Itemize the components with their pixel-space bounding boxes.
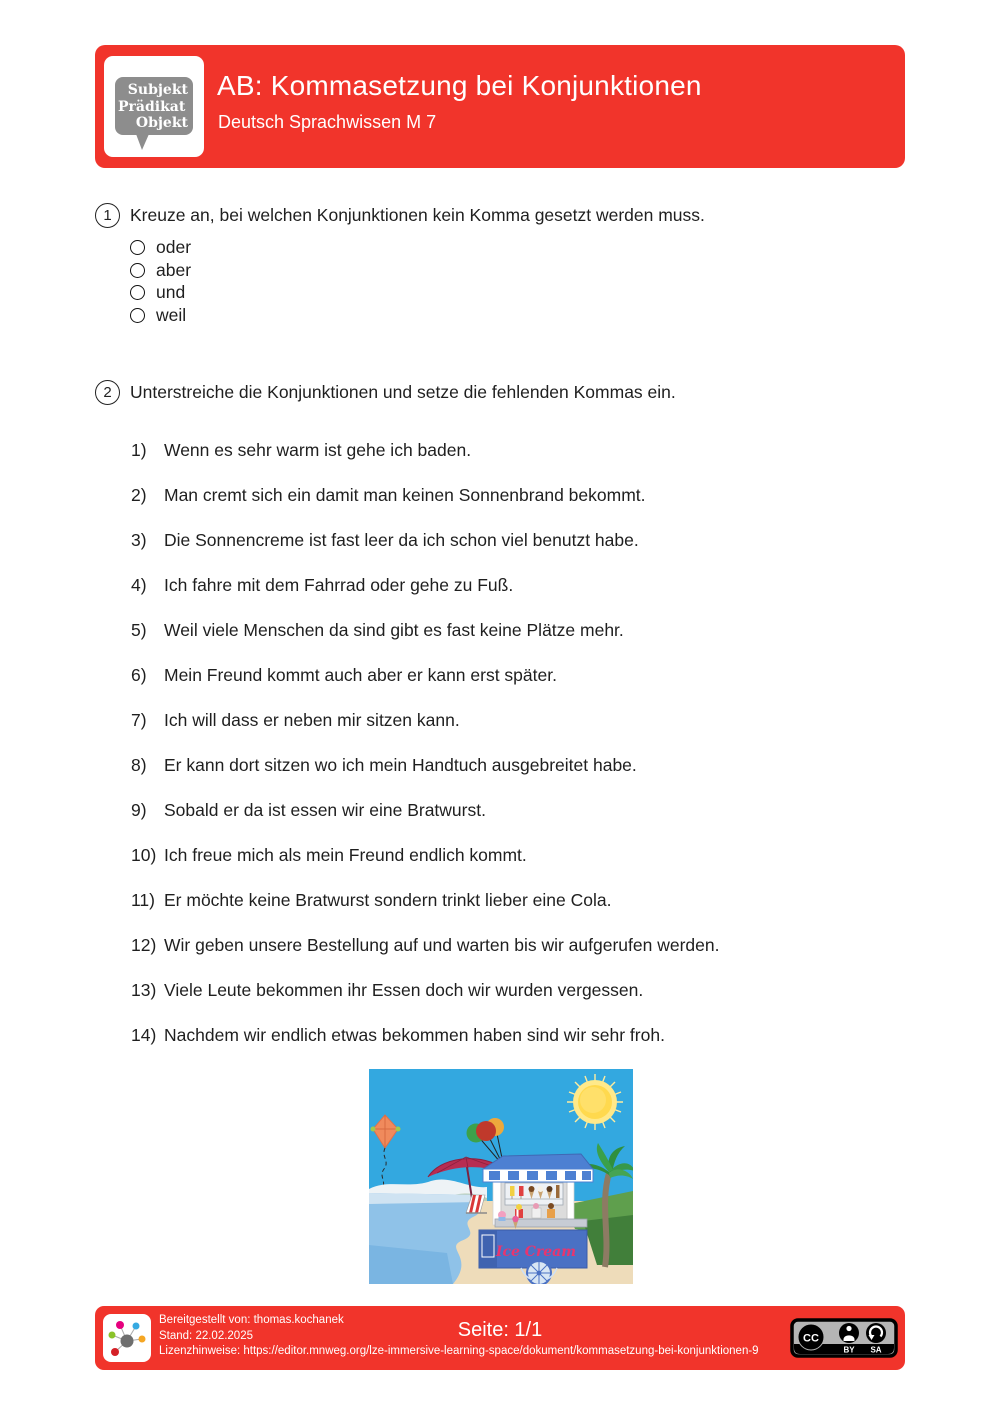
option-label: aber	[156, 259, 192, 280]
list-item	[131, 485, 851, 530]
option-label: und	[156, 282, 186, 303]
list-item	[131, 575, 851, 620]
item-text: Mein Freund kommt auch aber er kann erst später.	[164, 665, 557, 685]
list-item	[131, 620, 851, 665]
page-title: AB: Kommasetzung bei Konjunktionen	[217, 70, 702, 101]
page-indicator: Seite: 1/1	[457, 1319, 543, 1341]
list-item	[131, 530, 851, 575]
item-number: 9)	[131, 800, 147, 820]
item-text: Ich freue mich als mein Freund endlich kommt.	[164, 845, 527, 865]
logo-line: Prädikat	[118, 98, 186, 115]
list-item	[131, 1025, 851, 1070]
page-subtitle: Deutsch Sprachwissen M 7	[218, 112, 437, 132]
sa-arrow-icon	[866, 1323, 886, 1343]
item-number: 4)	[131, 575, 147, 595]
radio-circle-icon[interactable]	[130, 263, 145, 278]
option-row	[130, 236, 191, 259]
task2-prompt: Unterstreiche die Konjunktionen und setze die fehlenden Kommas ein.	[130, 382, 676, 402]
item-number: 1)	[131, 440, 147, 460]
item-text: Die Sonnencreme ist fast leer da ich schon viel benutzt habe.	[164, 530, 639, 550]
speech-bubble-icon	[115, 77, 193, 135]
by-label: BY	[843, 1345, 855, 1355]
item-text: Er kann dort sitzen wo ich mein Handtuch ausgebreitet habe.	[164, 755, 637, 775]
item-number: 5)	[131, 620, 147, 640]
item-text: Weil viele Menschen da sind gibt es fast keine Plätze mehr.	[164, 620, 624, 640]
ice-cream-sign: Ice Cream	[495, 1244, 577, 1260]
item-number: 10)	[131, 845, 157, 865]
item-text: Wir geben unsere Bestellung auf und warten bis wir aufgerufen werden.	[164, 935, 720, 955]
task1-number-badge: 1	[95, 203, 120, 228]
by-person-icon	[839, 1323, 859, 1343]
item-number: 8)	[131, 755, 147, 775]
option-label: weil	[156, 304, 187, 325]
radio-circle-icon[interactable]	[130, 240, 145, 255]
list-item	[131, 980, 851, 1025]
sun-icon	[567, 1074, 623, 1130]
item-number: 12)	[131, 935, 157, 955]
item-text: Viele Leute bekommen ihr Essen doch wir wurden vergessen.	[164, 980, 644, 1000]
radio-circle-icon[interactable]	[130, 285, 145, 300]
sa-label: SA	[870, 1345, 882, 1355]
item-number: 6)	[131, 665, 147, 685]
item-number: 13)	[131, 980, 157, 1000]
item-number: 11)	[131, 890, 155, 910]
spo-logo	[104, 56, 204, 157]
item-text: Man cremt sich ein damit man keinen Sonnenbrand bekommt.	[164, 485, 646, 505]
item-text: Ich fahre mit dem Fahrrad oder gehe zu Fuß.	[164, 575, 514, 595]
speech-bubble-tail	[136, 134, 149, 150]
provided-by-text: Bereitgestellt von: thomas.kochanek	[159, 1314, 344, 1326]
beach-illustration	[369, 1069, 633, 1284]
footer-bar	[95, 1306, 905, 1370]
logo-line: Objekt	[135, 115, 188, 132]
sentence-list	[131, 440, 851, 1070]
license-text: Lizenzhinweise: https://editor.mnweg.org/lze-immersive-learning-space/dokument/kommasetzung-bei-konjunktionen-9	[159, 1345, 759, 1357]
cc-icon: CC	[803, 1332, 819, 1345]
task1-prompt: Kreuze an, bei welchen Konjunktionen kein Komma gesetzt werden muss.	[130, 205, 705, 225]
ice-cream-stand	[479, 1154, 593, 1284]
option-row	[130, 281, 191, 304]
item-text: Nachdem wir endlich etwas bekommen haben sind wir sehr froh.	[164, 1025, 665, 1045]
list-item	[131, 710, 851, 755]
list-item	[131, 440, 851, 485]
task1-options	[130, 236, 191, 327]
radio-circle-icon[interactable]	[130, 308, 145, 323]
date-text: Stand: 22.02.2025	[159, 1329, 253, 1342]
item-number: 14)	[131, 1025, 157, 1045]
awning	[483, 1154, 593, 1182]
list-item	[131, 935, 851, 980]
list-item	[131, 755, 851, 800]
item-text: Wenn es sehr warm ist gehe ich baden.	[164, 440, 472, 460]
list-item	[131, 845, 851, 890]
option-label: oder	[156, 236, 192, 257]
item-text: Ich will dass er neben mir sitzen kann.	[164, 710, 460, 730]
item-text: Er möchte keine Bratwurst sondern trinkt lieber eine Cola.	[164, 890, 612, 910]
item-text: Sobald er da ist essen wir eine Bratwurst.	[164, 800, 486, 820]
option-row	[130, 259, 191, 282]
task2-number-badge: 2	[95, 380, 120, 405]
list-item	[131, 890, 851, 935]
item-number: 7)	[131, 710, 147, 730]
list-item	[131, 800, 851, 845]
header-bar	[95, 45, 905, 168]
option-row	[130, 304, 191, 327]
cc-by-sa-badge[interactable]	[790, 1318, 898, 1358]
item-number: 3)	[131, 530, 147, 550]
item-number: 2)	[131, 485, 147, 505]
list-item	[131, 665, 851, 710]
logo-line: Subjekt	[127, 82, 188, 98]
